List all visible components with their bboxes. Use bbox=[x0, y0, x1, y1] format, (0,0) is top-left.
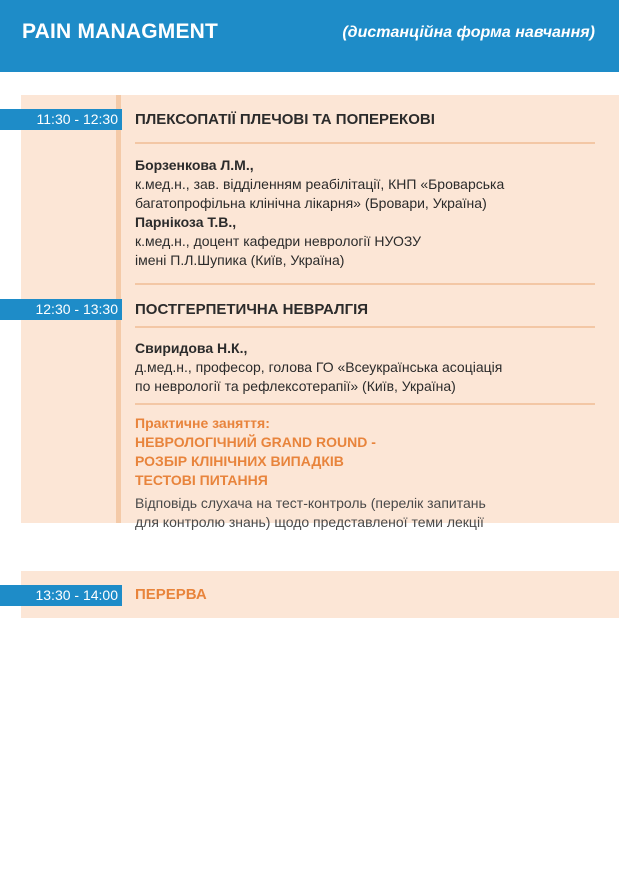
speaker-list bbox=[135, 339, 595, 396]
section-divider bbox=[135, 403, 595, 405]
practice-description: Відповідь слухача на тест-контроль (перелік запитань для контролю знань) щодо представленої теми лекції bbox=[135, 495, 486, 530]
section-divider bbox=[135, 142, 595, 144]
session-time-badge: 11:30 - 12:30 bbox=[0, 109, 122, 130]
speaker-name: Борзенкова Л.М., bbox=[135, 157, 254, 173]
section-divider bbox=[135, 283, 595, 285]
session-time-badge: 13:30 - 14:00 bbox=[0, 585, 122, 606]
speaker-name: Парнікоза Т.В., bbox=[135, 214, 237, 230]
practice-label: Практичне заняття: bbox=[135, 415, 270, 431]
practice-block bbox=[135, 414, 595, 532]
page-subtitle: (дистанційна форма навчання) bbox=[342, 24, 595, 41]
session-time-badge: 12:30 - 13:30 bbox=[0, 299, 122, 320]
section-divider bbox=[135, 326, 595, 328]
speaker-name: Свиридова Н.К., bbox=[135, 340, 248, 356]
speaker-affiliation: к.мед.н., зав. відділенням реабілітації, КНП «Броварська багатопрофільна клінічна лікарня» (Бровари, Україна) bbox=[135, 176, 505, 211]
session-title: ПЛЕКСОПАТІЇ ПЛЕЧОВІ ТА ПОПЕРЕКОВІ bbox=[135, 111, 435, 128]
practice-topic: НЕВРОЛОГІЧНИЙ GRAND ROUND - РОЗБІР КЛІНІЧНИХ ВИПАДКІВ ТЕСТОВІ ПИТАННЯ bbox=[135, 434, 376, 488]
break-title: ПЕРЕРВА bbox=[135, 586, 207, 603]
page-title: PAIN MANAGMENT bbox=[22, 20, 219, 43]
speaker-affiliation: д.мед.н., професор, голова ГО «Всеукраїнська асоціація по неврології та рефлексотерапії» (Київ, Україна) bbox=[135, 359, 503, 394]
speaker-affiliation: к.мед.н., доцент кафедри неврології НУОЗУ імені П.Л.Шупика (Київ, Україна) bbox=[135, 233, 422, 268]
session-title: ПОСТГЕРПЕТИЧНА НЕВРАЛГІЯ bbox=[135, 301, 369, 318]
page-header bbox=[0, 0, 619, 72]
speaker-list bbox=[135, 156, 595, 270]
